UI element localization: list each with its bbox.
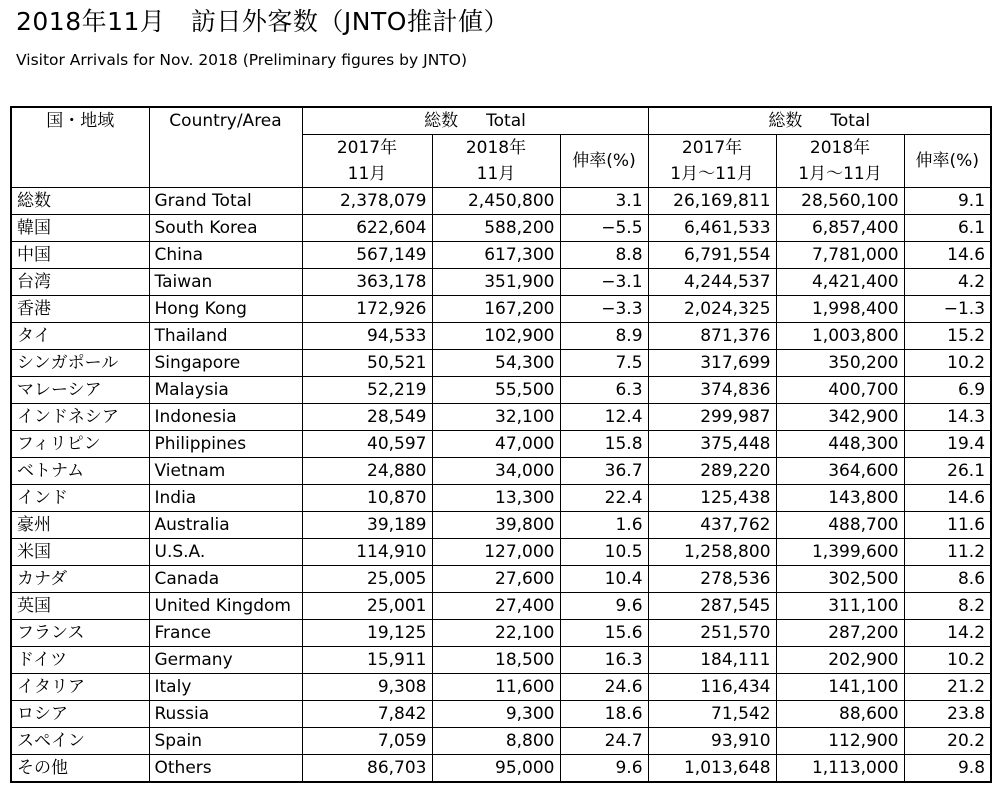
nov-growth-rate: 3.1 <box>560 188 648 215</box>
header-month-2018: 2018年 11月 <box>432 135 560 188</box>
ytd-2017-value: 437,762 <box>648 512 776 539</box>
nov-2017-value: 94,533 <box>302 323 432 350</box>
country-name-en: India <box>149 485 302 512</box>
ytd-2017-value: 26,169,811 <box>648 188 776 215</box>
nov-2018-value: 11,600 <box>432 674 560 701</box>
region-name-ja: 中国 <box>11 242 149 269</box>
ytd-growth-rate: 9.1 <box>904 188 991 215</box>
ytd-growth-rate: 11.2 <box>904 539 991 566</box>
nov-2018-value: 617,300 <box>432 242 560 269</box>
nov-2017-value: 25,001 <box>302 593 432 620</box>
ytd-2017-value: 289,220 <box>648 458 776 485</box>
table-row <box>11 188 991 215</box>
region-name-ja: 英国 <box>11 593 149 620</box>
nov-growth-rate: 15.6 <box>560 620 648 647</box>
ytd-growth-rate: 9.8 <box>904 755 991 783</box>
region-name-ja: 総数 <box>11 188 149 215</box>
ytd-2018-value: 1,998,400 <box>776 296 904 323</box>
table-row <box>11 755 991 783</box>
nov-2017-value: 9,308 <box>302 674 432 701</box>
ytd-growth-rate: −1.3 <box>904 296 991 323</box>
region-name-ja: スペイン <box>11 728 149 755</box>
nov-2018-value: 167,200 <box>432 296 560 323</box>
country-name-en: Singapore <box>149 350 302 377</box>
country-name-en: South Korea <box>149 215 302 242</box>
nov-2017-value: 52,219 <box>302 377 432 404</box>
nov-growth-rate: 24.7 <box>560 728 648 755</box>
nov-growth-rate: 15.8 <box>560 431 648 458</box>
nov-growth-rate: 16.3 <box>560 647 648 674</box>
country-name-en: Canada <box>149 566 302 593</box>
nov-growth-rate: 24.6 <box>560 674 648 701</box>
header-ytd-group-ja: 総数 <box>768 111 803 131</box>
ytd-growth-rate: 6.1 <box>904 215 991 242</box>
nov-2017-value: 19,125 <box>302 620 432 647</box>
ytd-2017-value: 6,461,533 <box>648 215 776 242</box>
nov-2018-value: 351,900 <box>432 269 560 296</box>
ytd-growth-rate: 23.8 <box>904 701 991 728</box>
nov-2018-value: 32,100 <box>432 404 560 431</box>
ytd-2017-value: 1,258,800 <box>648 539 776 566</box>
region-name-ja: インドネシア <box>11 404 149 431</box>
ytd-2017-value: 116,434 <box>648 674 776 701</box>
ytd-2017-value: 6,791,554 <box>648 242 776 269</box>
table-row <box>11 215 991 242</box>
ytd-2018-value: 28,560,100 <box>776 188 904 215</box>
header-ytd-growth: 伸率(%) <box>904 135 991 188</box>
ytd-growth-rate: 4.2 <box>904 269 991 296</box>
country-name-en: Grand Total <box>149 188 302 215</box>
ytd-2018-value: 112,900 <box>776 728 904 755</box>
ytd-2017-value: 871,376 <box>648 323 776 350</box>
ytd-2017-value: 317,699 <box>648 350 776 377</box>
ytd-2018-value: 202,900 <box>776 647 904 674</box>
ytd-2017-value: 93,910 <box>648 728 776 755</box>
nov-2018-value: 8,800 <box>432 728 560 755</box>
nov-growth-rate: −5.5 <box>560 215 648 242</box>
ytd-2018-value: 342,900 <box>776 404 904 431</box>
header-month-2017: 2017年 11月 <box>302 135 432 188</box>
nov-2017-value: 172,926 <box>302 296 432 323</box>
nov-2018-value: 18,500 <box>432 647 560 674</box>
ytd-2017-value: 125,438 <box>648 485 776 512</box>
header-month-growth: 伸率(%) <box>560 135 648 188</box>
ytd-growth-rate: 14.2 <box>904 620 991 647</box>
country-name-en: Hong Kong <box>149 296 302 323</box>
nov-2018-value: 2,450,800 <box>432 188 560 215</box>
ytd-growth-rate: 8.2 <box>904 593 991 620</box>
ytd-2017-value: 278,536 <box>648 566 776 593</box>
ytd-2018-value: 311,100 <box>776 593 904 620</box>
nov-2018-value: 588,200 <box>432 215 560 242</box>
visitor-arrivals-table <box>10 106 992 783</box>
nov-2017-value: 7,059 <box>302 728 432 755</box>
table-row <box>11 647 991 674</box>
nov-2018-value: 27,600 <box>432 566 560 593</box>
ytd-2018-value: 364,600 <box>776 458 904 485</box>
table-row <box>11 728 991 755</box>
header-ytd-group <box>648 107 991 135</box>
country-name-en: Malaysia <box>149 377 302 404</box>
nov-growth-rate: 12.4 <box>560 404 648 431</box>
ytd-2018-value: 88,600 <box>776 701 904 728</box>
header-month-group <box>302 107 648 135</box>
nov-2017-value: 39,189 <box>302 512 432 539</box>
region-name-ja: その他 <box>11 755 149 783</box>
ytd-2017-value: 71,542 <box>648 701 776 728</box>
ytd-2017-value: 374,836 <box>648 377 776 404</box>
table-row <box>11 458 991 485</box>
nov-2018-value: 127,000 <box>432 539 560 566</box>
nov-growth-rate: 8.9 <box>560 323 648 350</box>
nov-2018-value: 27,400 <box>432 593 560 620</box>
table-row <box>11 485 991 512</box>
ytd-growth-rate: 10.2 <box>904 350 991 377</box>
nov-2018-value: 54,300 <box>432 350 560 377</box>
country-name-en: Philippines <box>149 431 302 458</box>
nov-2017-value: 25,005 <box>302 566 432 593</box>
ytd-2018-value: 1,003,800 <box>776 323 904 350</box>
nov-2018-value: 55,500 <box>432 377 560 404</box>
region-name-ja: シンガポール <box>11 350 149 377</box>
ytd-2017-value: 375,448 <box>648 431 776 458</box>
header-region-ja: 国・地域 <box>11 107 149 188</box>
nov-growth-rate: 8.8 <box>560 242 648 269</box>
country-name-en: Vietnam <box>149 458 302 485</box>
nov-2017-value: 114,910 <box>302 539 432 566</box>
nov-2018-value: 22,100 <box>432 620 560 647</box>
country-name-en: Thailand <box>149 323 302 350</box>
nov-2018-value: 102,900 <box>432 323 560 350</box>
region-name-ja: 韓国 <box>11 215 149 242</box>
nov-2017-value: 40,597 <box>302 431 432 458</box>
nov-growth-rate: 9.6 <box>560 755 648 783</box>
table-row <box>11 431 991 458</box>
table-row <box>11 701 991 728</box>
ytd-2018-value: 302,500 <box>776 566 904 593</box>
country-name-en: Germany <box>149 647 302 674</box>
ytd-growth-rate: 21.2 <box>904 674 991 701</box>
ytd-2017-value: 299,987 <box>648 404 776 431</box>
nov-2018-value: 95,000 <box>432 755 560 783</box>
nov-2018-value: 34,000 <box>432 458 560 485</box>
nov-growth-rate: −3.1 <box>560 269 648 296</box>
nov-growth-rate: −3.3 <box>560 296 648 323</box>
nov-growth-rate: 9.6 <box>560 593 648 620</box>
header-ytd-2018: 2018年 1月～11月 <box>776 135 904 188</box>
nov-growth-rate: 36.7 <box>560 458 648 485</box>
ytd-2018-value: 7,781,000 <box>776 242 904 269</box>
ytd-growth-rate: 6.9 <box>904 377 991 404</box>
table-row <box>11 593 991 620</box>
nov-growth-rate: 10.4 <box>560 566 648 593</box>
region-name-ja: イタリア <box>11 674 149 701</box>
ytd-growth-rate: 19.4 <box>904 431 991 458</box>
ytd-2018-value: 400,700 <box>776 377 904 404</box>
nov-growth-rate: 18.6 <box>560 701 648 728</box>
table-row <box>11 512 991 539</box>
region-name-ja: ベトナム <box>11 458 149 485</box>
table-body <box>11 188 991 783</box>
region-name-ja: タイ <box>11 323 149 350</box>
ytd-2018-value: 4,421,400 <box>776 269 904 296</box>
table-row <box>11 539 991 566</box>
region-name-ja: 台湾 <box>11 269 149 296</box>
nov-2017-value: 86,703 <box>302 755 432 783</box>
ytd-growth-rate: 26.1 <box>904 458 991 485</box>
table-row <box>11 674 991 701</box>
table-row <box>11 350 991 377</box>
ytd-growth-rate: 14.6 <box>904 242 991 269</box>
country-name-en: United Kingdom <box>149 593 302 620</box>
table-row <box>11 296 991 323</box>
region-name-ja: ロシア <box>11 701 149 728</box>
header-month-group-ja: 総数 <box>424 111 459 131</box>
ytd-growth-rate: 14.6 <box>904 485 991 512</box>
country-name-en: Indonesia <box>149 404 302 431</box>
table-row <box>11 242 991 269</box>
ytd-growth-rate: 8.6 <box>904 566 991 593</box>
nov-growth-rate: 10.5 <box>560 539 648 566</box>
header-ytd-2017: 2017年 1月～11月 <box>648 135 776 188</box>
country-name-en: Italy <box>149 674 302 701</box>
country-name-en: Russia <box>149 701 302 728</box>
ytd-2017-value: 2,024,325 <box>648 296 776 323</box>
nov-growth-rate: 7.5 <box>560 350 648 377</box>
ytd-2018-value: 1,113,000 <box>776 755 904 783</box>
region-name-ja: インド <box>11 485 149 512</box>
nov-2017-value: 622,604 <box>302 215 432 242</box>
header-ytd-group-en: Total <box>830 111 871 131</box>
nov-2017-value: 7,842 <box>302 701 432 728</box>
ytd-2018-value: 1,399,600 <box>776 539 904 566</box>
header-month-group-en: Total <box>486 111 526 131</box>
country-name-en: U.S.A. <box>149 539 302 566</box>
country-name-en: France <box>149 620 302 647</box>
region-name-ja: 香港 <box>11 296 149 323</box>
region-name-ja: マレーシア <box>11 377 149 404</box>
region-name-ja: 米国 <box>11 539 149 566</box>
ytd-2018-value: 143,800 <box>776 485 904 512</box>
ytd-2017-value: 287,545 <box>648 593 776 620</box>
region-name-ja: 豪州 <box>11 512 149 539</box>
ytd-2018-value: 488,700 <box>776 512 904 539</box>
nov-growth-rate: 6.3 <box>560 377 648 404</box>
ytd-2018-value: 6,857,400 <box>776 215 904 242</box>
nov-2017-value: 2,378,079 <box>302 188 432 215</box>
table-row <box>11 323 991 350</box>
nov-2017-value: 10,870 <box>302 485 432 512</box>
table-row <box>11 566 991 593</box>
ytd-growth-rate: 10.2 <box>904 647 991 674</box>
table-row <box>11 377 991 404</box>
ytd-2018-value: 287,200 <box>776 620 904 647</box>
ytd-2018-value: 448,300 <box>776 431 904 458</box>
table-row <box>11 620 991 647</box>
region-name-ja: ドイツ <box>11 647 149 674</box>
nov-2018-value: 9,300 <box>432 701 560 728</box>
nov-2017-value: 363,178 <box>302 269 432 296</box>
nov-2017-value: 50,521 <box>302 350 432 377</box>
ytd-2017-value: 184,111 <box>648 647 776 674</box>
ytd-2018-value: 141,100 <box>776 674 904 701</box>
nov-2018-value: 13,300 <box>432 485 560 512</box>
ytd-2017-value: 1,013,648 <box>648 755 776 783</box>
ytd-growth-rate: 11.6 <box>904 512 991 539</box>
page-title: 2018年11月 訪日外客数（JNTO推計値） <box>16 7 509 36</box>
ytd-2017-value: 4,244,537 <box>648 269 776 296</box>
header-country-en: Country/Area <box>149 107 302 188</box>
table-row <box>11 269 991 296</box>
region-name-ja: フィリピン <box>11 431 149 458</box>
region-name-ja: フランス <box>11 620 149 647</box>
nov-2017-value: 567,149 <box>302 242 432 269</box>
nov-growth-rate: 1.6 <box>560 512 648 539</box>
nov-2018-value: 39,800 <box>432 512 560 539</box>
nov-2017-value: 15,911 <box>302 647 432 674</box>
ytd-growth-rate: 20.2 <box>904 728 991 755</box>
country-name-en: Australia <box>149 512 302 539</box>
ytd-2018-value: 350,200 <box>776 350 904 377</box>
country-name-en: Taiwan <box>149 269 302 296</box>
page-subtitle: Visitor Arrivals for Nov. 2018 (Preliminary figures by JNTO) <box>16 51 468 69</box>
nov-2017-value: 24,880 <box>302 458 432 485</box>
country-name-en: Others <box>149 755 302 783</box>
country-name-en: Spain <box>149 728 302 755</box>
country-name-en: China <box>149 242 302 269</box>
ytd-2017-value: 251,570 <box>648 620 776 647</box>
nov-growth-rate: 22.4 <box>560 485 648 512</box>
table-row <box>11 404 991 431</box>
region-name-ja: カナダ <box>11 566 149 593</box>
nov-2018-value: 47,000 <box>432 431 560 458</box>
ytd-growth-rate: 15.2 <box>904 323 991 350</box>
nov-2017-value: 28,549 <box>302 404 432 431</box>
ytd-growth-rate: 14.3 <box>904 404 991 431</box>
